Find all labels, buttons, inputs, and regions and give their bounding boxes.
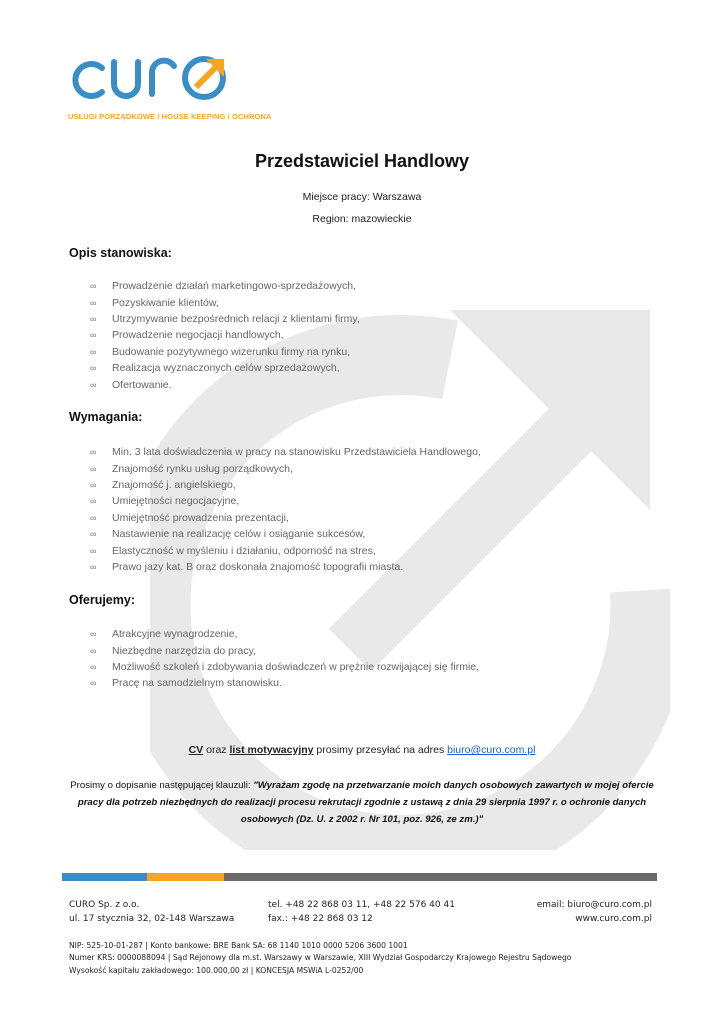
footer-phone: tel. +48 22 868 03 11, +48 22 576 40 41 xyxy=(268,900,455,910)
cv-label: CV xyxy=(188,744,204,756)
footer-company-name: CURO Sp. z o.o. xyxy=(69,900,140,910)
list-item-text: Umiejętność prowadzenia prezentacji, xyxy=(112,511,289,524)
color-bar-blue xyxy=(62,873,147,881)
list-item xyxy=(90,376,360,392)
infinity-bullet-icon: ∞ xyxy=(90,330,97,341)
footer-capital-line: Wysokość kapitału zakładowego: 100.000,00 zł | KONCESJA MSWiA L-0252/00 xyxy=(69,965,364,975)
list-item-text: Prowadzenie negocjacji handlowych, xyxy=(112,329,284,342)
list-item-text: Znajomość j. angielskiego, xyxy=(112,478,236,491)
footer-fax: fax.: +48 22 868 03 12 xyxy=(268,914,373,924)
list-item-text: Atrakcyjne wynagrodzenie, xyxy=(112,628,238,641)
footer-krs-line: Numer KRS: 0000088094 | Sąd Rejonowy dla m.st. Warszawy w Warszawie, XIII Wydział Gospodarczy Krajowego Rejestru Sądowego xyxy=(69,953,572,963)
infinity-bullet-icon: ∞ xyxy=(90,512,97,523)
footer-contact-block xyxy=(537,898,652,926)
list-item xyxy=(90,344,360,360)
list-item-text: Prawo jazy kat. B oraz doskonała znajomość topografii miasta. xyxy=(112,560,404,573)
footer-website[interactable]: www.curo.com.pl xyxy=(575,914,652,924)
list-item-text: Pracę na samodzielnym stanowisku. xyxy=(112,677,282,690)
job-location: Miejsce pracy: Warszawa xyxy=(302,191,422,203)
footer-company-block xyxy=(69,898,234,926)
infinity-bullet-icon: ∞ xyxy=(90,678,97,689)
application-instructions xyxy=(0,744,724,756)
list-item xyxy=(90,510,481,526)
infinity-bullet-icon: ∞ xyxy=(90,629,97,640)
bullet-list-wymagania xyxy=(90,444,481,575)
footer-phone-block xyxy=(268,898,455,926)
infinity-bullet-icon: ∞ xyxy=(90,346,97,357)
infinity-bullet-icon: ∞ xyxy=(90,447,97,458)
color-bar-gray xyxy=(224,873,657,881)
list-item xyxy=(90,477,481,493)
list-item xyxy=(90,542,481,558)
job-region: Region: mazowieckie xyxy=(312,213,412,225)
infinity-bullet-icon: ∞ xyxy=(90,281,97,292)
footer-legal-info xyxy=(69,940,571,977)
list-item xyxy=(90,642,479,658)
list-item-text: Znajomość rynku usług porządkowych, xyxy=(112,462,293,475)
infinity-bullet-icon: ∞ xyxy=(90,363,97,374)
logo-tagline: USŁUGI PORZĄDKOWE / HOUSE KEEPING / OCHRONA xyxy=(68,112,272,121)
list-item-text: Pozyskiwanie klientów, xyxy=(112,296,219,309)
infinity-bullet-icon: ∞ xyxy=(90,561,97,572)
list-item-text: Min. 3 lata doświadczenia w pracy na stanowisku Przedstawiciela Handlowego, xyxy=(112,446,481,459)
infinity-bullet-icon: ∞ xyxy=(90,545,97,556)
list-item-text: Elastyczność w myśleniu i działaniu, odporność na stres, xyxy=(112,544,376,557)
footer-address: ul. 17 stycznia 32, 02-148 Warszawa xyxy=(69,914,235,924)
infinity-bullet-icon: ∞ xyxy=(90,645,97,656)
infinity-bullet-icon: ∞ xyxy=(90,661,97,672)
infinity-bullet-icon: ∞ xyxy=(90,479,97,490)
list-item-text: Nastawienie na realizację celów i osiąganie sukcesów, xyxy=(112,528,366,541)
list-item xyxy=(90,559,481,575)
oraz-text: oraz xyxy=(203,744,230,756)
list-item xyxy=(90,460,481,476)
list-item-text: Realizacja wyznaczonych celów sprzedażowych, xyxy=(112,362,340,375)
logo-wordmark xyxy=(68,50,233,106)
job-title: Przedstawiciel Handlowy xyxy=(254,151,470,171)
list-item xyxy=(90,311,360,327)
consent-quote: "Wyrażam zgodę na przetwarzanie moich danych osobowych zawartych w mojej ofercie pracy dla potrzeb niezbędnych do realizacji procesu rekrutacji zgodnie z ustawą z dnia 29 sierpnia 1997 r. o ochronie danych osobowych (Dz. U. z 2002 r. Nr 101, poz. 926, ze zm.)" xyxy=(77,780,654,825)
list-item-text: Budowanie pozytywnego wizerunku firmy na rynku, xyxy=(112,345,351,358)
list-item-text: Prowadzenie działań marketingowo-sprzedażowych, xyxy=(112,280,356,293)
list-item xyxy=(90,626,479,642)
list-item-text: Utrzymywanie bezpośrednich relacji z klientami firmy, xyxy=(112,312,360,325)
infinity-bullet-icon: ∞ xyxy=(90,379,97,390)
footer-email[interactable]: email: biuro@curo.com.pl xyxy=(536,900,652,910)
bullet-list-oferujemy xyxy=(90,626,479,692)
infinity-bullet-icon: ∞ xyxy=(90,529,97,540)
infinity-bullet-icon: ∞ xyxy=(90,297,97,308)
application-email-link[interactable]: biuro@curo.com.pl xyxy=(447,744,536,756)
list-item-text: Umiejętności negocjacyjne, xyxy=(112,495,240,508)
list-item xyxy=(90,493,481,509)
list-item xyxy=(90,327,360,343)
consent-clause xyxy=(62,777,662,828)
infinity-bullet-icon: ∞ xyxy=(90,463,97,474)
list-item xyxy=(90,675,479,691)
section-heading-oferujemy: Oferujemy: xyxy=(69,593,135,607)
list-item xyxy=(90,444,481,460)
application-text: prosimy przesyłać na adres xyxy=(313,744,448,756)
infinity-bullet-icon: ∞ xyxy=(90,496,97,507)
list-item xyxy=(90,360,360,376)
footer-color-bar xyxy=(62,873,657,881)
company-logo xyxy=(68,50,272,121)
list-item xyxy=(90,659,479,675)
bullet-list-opis xyxy=(90,278,360,393)
section-heading-wymagania: Wymagania: xyxy=(69,410,143,424)
list-item xyxy=(90,294,360,310)
list-item-text: Ofertowanie. xyxy=(112,378,172,391)
cover-letter-label: list motywacyjny xyxy=(229,744,314,756)
footer-nip-line: NIP: 525-10-01-287 | Konto bankowe: BRE Bank SA: 68 1140 1010 0000 5206 3600 1001 xyxy=(69,941,408,950)
color-bar-orange xyxy=(147,873,224,881)
list-item-text: Możliwość szkoleń i zdobywania doświadczeń w prężnie rozwijającej się firmie, xyxy=(112,660,480,673)
list-item xyxy=(90,526,481,542)
section-heading-opis: Opis stanowiska: xyxy=(69,246,172,260)
consent-intro: Prosimy o dopisanie następującej klauzuli: xyxy=(70,780,254,791)
infinity-bullet-icon: ∞ xyxy=(90,313,97,324)
list-item xyxy=(90,278,360,294)
list-item-text: Niezbędne narzędzia do pracy, xyxy=(112,644,256,657)
